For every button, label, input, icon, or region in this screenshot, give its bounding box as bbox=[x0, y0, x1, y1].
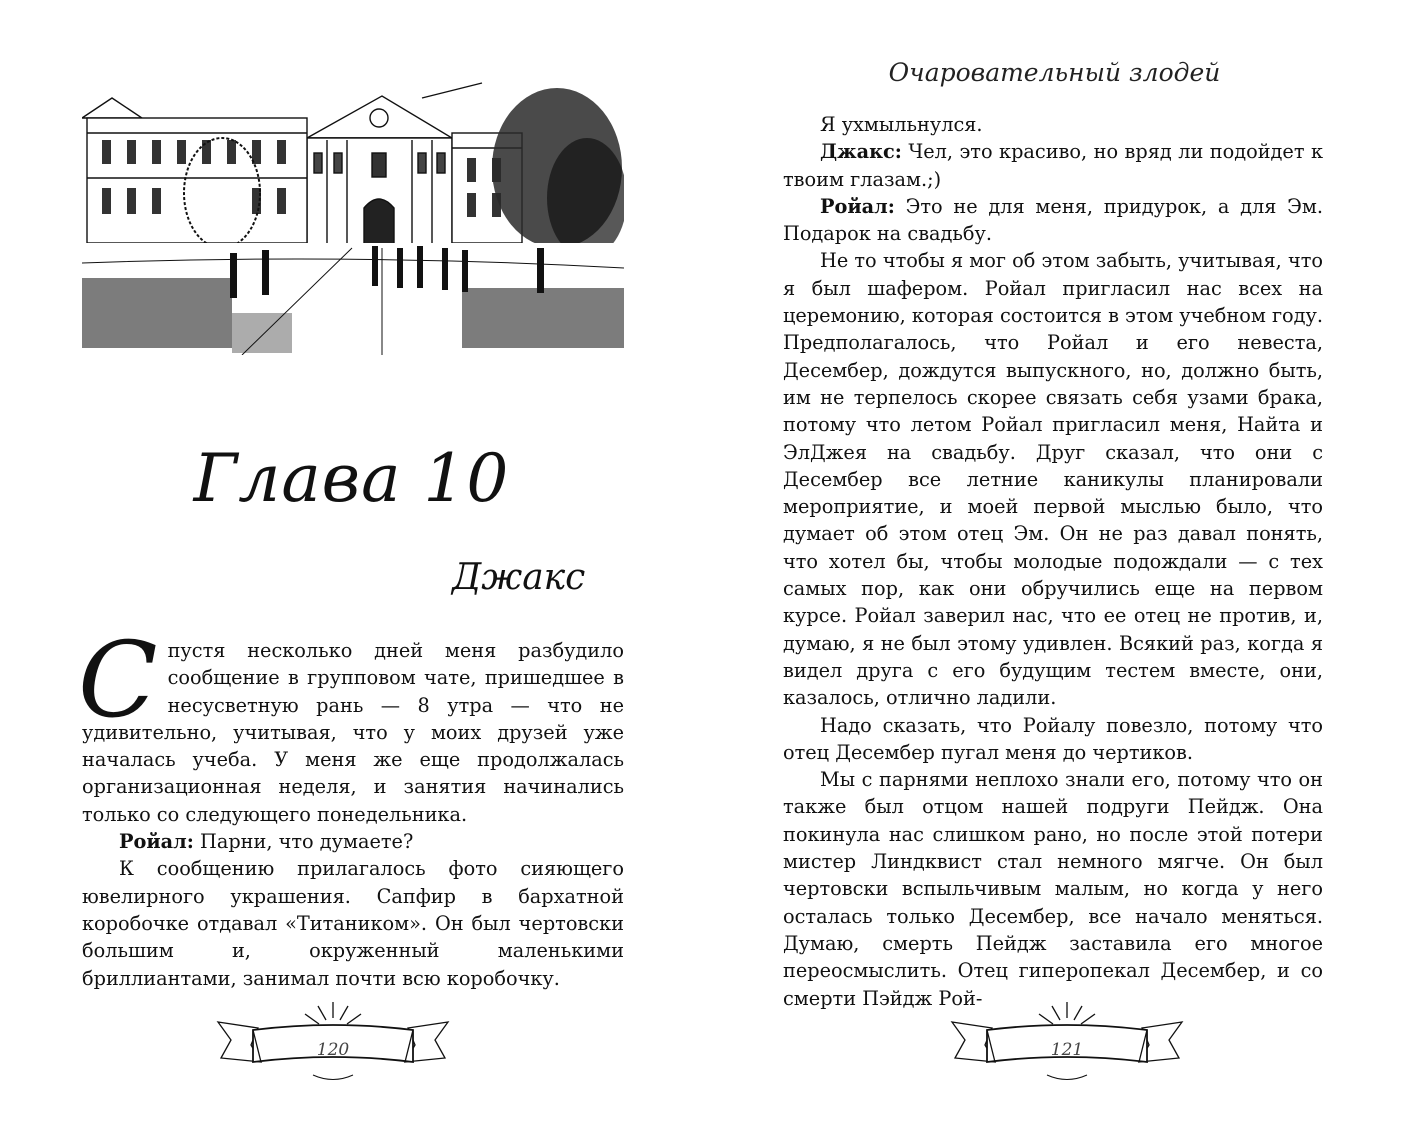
paragraph bbox=[783, 712, 1323, 767]
page-number-banner bbox=[213, 1000, 453, 1090]
paragraph-text: Мы с парнями неплохо знали его, потому что он также был отцом нашей подруги Пейдж. Она покинула нас слишком рано, но после этой потери мистер Линдквист стал немного мягче. Он был чертовски вспыльчивым малым, но когда у него осталась только Десембер, все начало меняться. Думаю, смерть Пейдж заставила его многое переосмыслить. Отец гиперопекал Десембер, и со смерти Пэйдж Рой- bbox=[783, 768, 1323, 1010]
paragraph bbox=[82, 855, 624, 991]
paragraph bbox=[783, 138, 1323, 193]
page-number: 120 bbox=[316, 1040, 350, 1060]
paragraph-text: Парни, что думаете? bbox=[193, 830, 414, 854]
campus-building-illustration bbox=[82, 78, 624, 355]
page-number: 121 bbox=[1050, 1040, 1084, 1060]
paragraph bbox=[78, 619, 624, 828]
paragraph-text: Я ухмыльнулся. bbox=[820, 113, 983, 136]
paragraph-text: Чел, это красиво, но вряд ли подойдет к твоим глазам.;) bbox=[783, 140, 1323, 191]
left-body-text bbox=[78, 619, 624, 992]
paragraph bbox=[783, 193, 1323, 248]
paragraph bbox=[783, 111, 1323, 138]
drop-cap: С bbox=[78, 619, 158, 741]
speaker-name: Ройал: bbox=[820, 194, 895, 218]
running-head: Очаровательный злодей bbox=[888, 58, 1221, 87]
right-page bbox=[703, 0, 1406, 1125]
paragraph bbox=[783, 766, 1323, 1012]
chapter-title: Глава 10 bbox=[193, 440, 510, 517]
paragraph-text: Надо сказать, что Ройалу повезло, потому что отец Десембер пугал меня до чертиков. bbox=[783, 713, 1323, 764]
paragraph-text: пустя несколько дней меня разбудило сообщение в групповом чате, пришедшее в несусветную рань — 8 утра — что не удивительно, учитывая, что у моих друзей уже началась учеба. У меня же еще продолжалась организационная неделя, и занятия начинались только со следующего понедельника. bbox=[82, 639, 624, 826]
paragraph-text: Не то чтобы я мог об этом забыть, учитывая, что я был шафером. Ройал пригласил нас всех на церемонию, которая состоится в этом учебном году. Предполагалось, что Ройал и его невеста, Десембер, дождутся выпускного, но, должно быть, им не терпелось скорее связать себя узами брака, потому что летом Ройал пригласил меня, Найта и ЭлДжея на свадьбу. Друг сказал, что они с Десембер все летние каникулы планировали мероприятие, и моей первой мыслью было, что думает об этом отец Эм. Он не раз давал понять, что хотел бы, чтобы молодые подождали — с тех самых пор, как они обручились еще на первом курсе. Ройал заверил нас, что ее отец не против, и, думаю, я не был этому удивлен. Всякий раз, когда я видел друга с его будущим тестем вместе, они, казалось, отлично ладили. bbox=[783, 249, 1324, 710]
speaker-name: Ройал: bbox=[119, 830, 194, 854]
page-number-banner bbox=[947, 1000, 1187, 1090]
paragraph bbox=[82, 828, 624, 855]
paragraph-text: К сообщению прилагалось фото сияющего ювелирного украшения. Сапфир в бархатной коробочке отдавал «Титаником». Он был чертовски большим и, окруженный маленькими бриллиантами, занимал почти всю коробочку. bbox=[82, 857, 624, 990]
paragraph-text: Это не для меня, придурок, а для Эм. Подарок на свадьбу. bbox=[783, 194, 1323, 246]
right-body-text bbox=[783, 111, 1323, 1012]
speaker-name: Джакс: bbox=[820, 140, 902, 164]
chapter-subtitle: Джакс bbox=[452, 557, 586, 598]
paragraph bbox=[783, 247, 1323, 711]
